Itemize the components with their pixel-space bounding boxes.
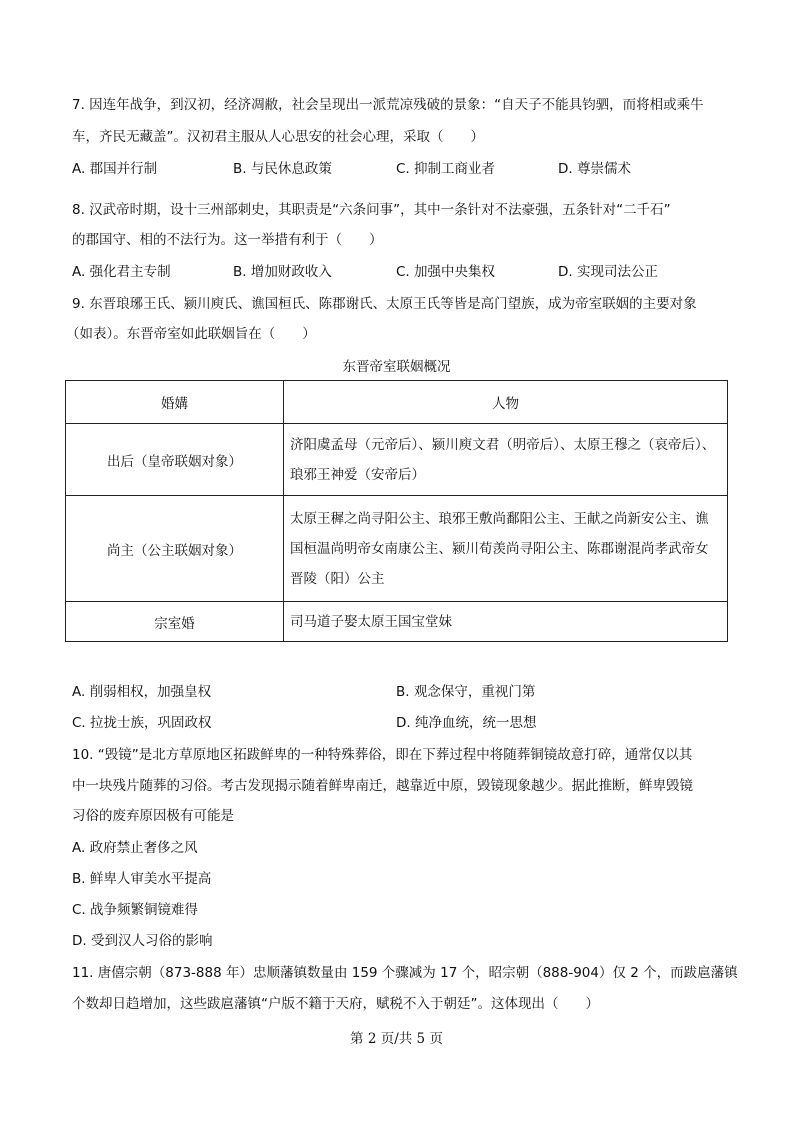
q10-option-b: B. 鲜卑人审美水平提高 (72, 871, 212, 887)
q8-option-d: D. 实现司法公正 (558, 264, 658, 280)
q7-option-b: B. 与民休息政策 (233, 161, 332, 177)
q8-option-b: B. 增加财政收入 (233, 264, 332, 280)
table-header-row (66, 381, 728, 424)
table-caption: 东晋帝室联姻概况 (342, 359, 451, 375)
marriage-table (65, 380, 728, 642)
q8-stem-line1: 8. 汉武帝时期，设十三州部刺史，其职责是“六条问事”，其中一条针对不法豪强，五条针对“二千石” (72, 202, 671, 218)
q7-stem-line2: 车，齐民无藏盖”。汉初君主服从人心思安的社会心理，采取（ ） (72, 129, 484, 145)
table-cell-type: 宗室婚 (66, 602, 284, 642)
table-cell-people: 济阳虞孟母（元帝后）、颍川庾文君（明帝后）、太原王穆之（哀帝后）、琅邪王神爱（安帝后） (284, 424, 728, 496)
q8-option-c: C. 加强中央集权 (396, 264, 496, 280)
q10-option-a: A. 政府禁止奢侈之风 (72, 840, 198, 856)
q7-option-c: C. 抑制工商业者 (396, 161, 496, 177)
table-cell-people: 太原王穉之尚寻阳公主、琅邪王敷尚鄱阳公主、王献之尚新安公主、谯国桓温尚明帝女南康公主、颍川荀羡尚寻阳公主、陈郡谢混尚孝武帝女晋陵（阳）公主 (284, 496, 728, 602)
q9-option-a: A. 削弱相权，加强皇权 (72, 684, 212, 700)
q9-option-b: B. 观念保守，重视门第 (396, 684, 536, 700)
q7-stem-line1: 7. 因连年战争，到汉初，经济凋敝，社会呈现出一派荒凉残破的景象：“自天子不能具钧驷，而将相或乘牛 (72, 97, 704, 113)
q8-stem-line2: 的郡国守、相的不法行为。这一举措有利于（ ） (72, 232, 383, 248)
q10-stem-line3: 习俗的废弃原因极有可能是 (72, 808, 234, 824)
q10-stem-line1: 10. “毁镜”是北方草原地区拓跋鲜卑的一种特殊葬俗，即在下葬过程中将随葬铜镜故意打碎，通常仅以其 (72, 747, 693, 763)
q9-option-c: C. 拉拢士族，巩固政权 (72, 715, 212, 731)
q11-stem-line2: 个数却日趋增加，这些跋扈藩镇“户版不籍于天府，赋税不入于朝廷”。这体现出（ ） (72, 996, 599, 1012)
table-row (66, 496, 728, 602)
q10-option-d: D. 受到汉人习俗的影响 (72, 933, 213, 949)
q9-option-d: D. 纯净血统，统一思想 (396, 715, 537, 731)
table-header-type: 婚媾 (66, 381, 284, 424)
q8-option-a: A. 强化君主专制 (72, 264, 171, 280)
q9-stem-line1: 9. 东晋琅琊王氏、颍川庾氏、谯国桓氏、陈郡谢氏、太原王氏等皆是高门望族，成为帝室联姻的主要对象 (72, 296, 697, 312)
q7-option-a: A. 郡国并行制 (72, 161, 158, 177)
table-cell-people: 司马道子娶太原王国宝堂妹 (284, 602, 728, 642)
q11-stem-line1: 11. 唐僖宗朝（873-888 年）忠顺藩镇数量由 159 个骤减为 17 个，昭宗朝（888-904）仅 2 个，而跋扈藩镇 (72, 965, 738, 981)
q7-option-d: D. 尊崇儒术 (558, 161, 631, 177)
table-header-people: 人物 (284, 381, 728, 424)
q10-option-c: C. 战争频繁铜镜难得 (72, 902, 199, 918)
table-cell-type: 出后（皇帝联姻对象） (66, 424, 284, 496)
table-row (66, 424, 728, 496)
q9-stem-line2: （如表）。东晋帝室如此联姻旨在（ ） (66, 326, 316, 342)
table-cell-type: 尚主（公主联姻对象） (66, 496, 284, 602)
table-row (66, 602, 728, 642)
q10-stem-line2: 中一块残片随葬的习俗。考古发现揭示随着鲜卑南迁，越靠近中原，毁镜现象越少。据此推断，鲜卑毁镜 (72, 778, 693, 794)
page-footer: 第 2 页/共 5 页 (350, 1031, 443, 1047)
